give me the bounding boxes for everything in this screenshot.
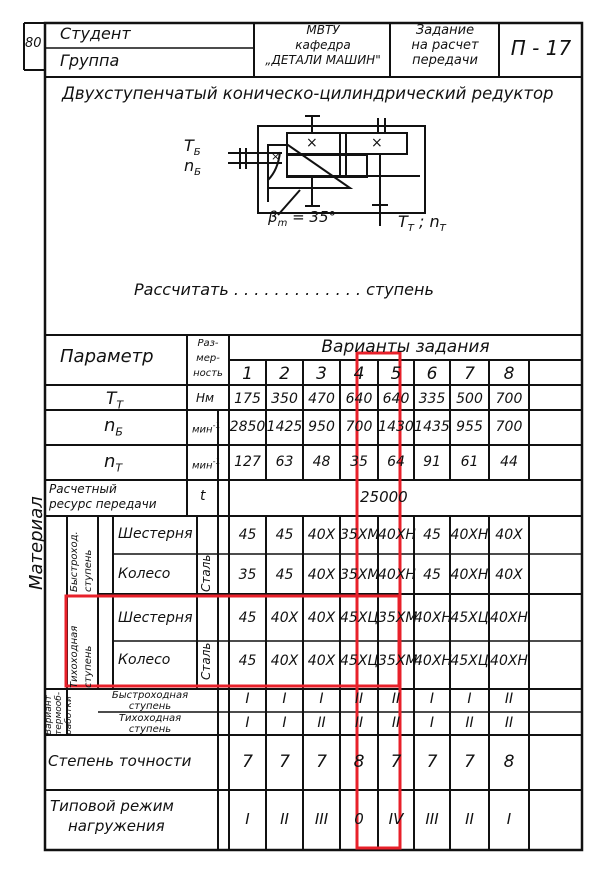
nt-value-1: 127 (234, 454, 261, 470)
unit-header-2: мер- (196, 353, 220, 364)
beta-label: $\beta_m = 35^\circ$ (268, 208, 337, 229)
heat-slow-value-2: I (282, 715, 287, 731)
slow-pinion-value-2: 40X (270, 610, 299, 626)
fast-wheel-value-4: 35XM (340, 567, 380, 583)
variant-number-6: 6 (426, 364, 438, 384)
heat-slow-value-5: II (391, 715, 401, 731)
variant-number-5: 5 (390, 364, 402, 384)
load-value-5: IV (388, 810, 404, 828)
param-header: Параметр (60, 346, 154, 367)
nb-value-5: 1430 (378, 419, 414, 435)
load-value-3: III (314, 810, 329, 828)
nt-value-3: 48 (312, 454, 331, 470)
fast-wheel-value-2: 45 (275, 567, 294, 583)
fast-wheel-value-6: 45 (423, 567, 441, 583)
nb-value-7: 955 (456, 419, 483, 435)
tt-value-7: 500 (456, 391, 483, 407)
variant-number-8: 8 (503, 364, 515, 384)
fast-wheel-value-1: 35 (238, 567, 257, 583)
slow-pinion-value-7: 45XЦ (450, 610, 489, 626)
heat-slow-value-1: I (245, 715, 250, 731)
variant-number-2: 2 (279, 364, 290, 384)
fast-pinion-value-3: 40X (307, 527, 336, 543)
student-label: Студент (60, 24, 131, 43)
resource-value: 25000 (360, 488, 408, 506)
fast-stage-label: Быстроход. ступень (69, 531, 94, 592)
nt-value-6: 91 (423, 454, 441, 470)
heat-fast-value-1: I (245, 691, 250, 707)
heat-slow-value-3: II (317, 715, 326, 731)
nt-value-8: 44 (500, 454, 518, 470)
nt-value-7: 61 (460, 454, 479, 470)
nt-value-5: 64 (387, 454, 405, 470)
heat-fast-value-6: I (429, 691, 435, 707)
resource-unit: t (200, 488, 206, 504)
resource-label-2: ресурс передачи (49, 497, 157, 511)
tt-label: $T_T$ (106, 389, 124, 412)
nt-label: $n_T$ (104, 451, 123, 475)
page-number: 80 (25, 36, 42, 51)
heat-fast-value-2: I (282, 691, 287, 707)
input-torque-label: $T_Б$ (184, 136, 201, 159)
unit-header-3: ность (193, 368, 223, 379)
nb-value-3: 950 (308, 419, 335, 435)
fast-pinion-value-1: 45 (238, 527, 257, 543)
nb-label: $n_Б$ (104, 415, 123, 439)
fast-wheel-value-7: 40XH (450, 567, 489, 583)
tt-value-2: 350 (271, 391, 298, 407)
load-label-2: нагружения (68, 817, 165, 835)
tt-unit: Нм (196, 391, 215, 405)
fast-wheel-label: Колесо (118, 566, 171, 582)
slow-pinion-label: Шестерня (118, 610, 193, 626)
department-label: кафедра (295, 38, 351, 52)
heat-slow-value-7: II (465, 715, 474, 731)
fast-pinion-value-7: 40XH (450, 527, 489, 543)
slow-pinion-value-1: 45 (238, 610, 257, 626)
fast-pinion-value-6: 45 (423, 527, 441, 543)
slow-pinion-value-3: 40X (307, 610, 336, 626)
heat-fast-value-5: II (391, 691, 401, 707)
nt-value-4: 35 (350, 454, 368, 470)
calc-line: Рассчитать . . . . . . . . . . . . . ступень (134, 280, 434, 299)
tt-value-6: 335 (418, 391, 446, 407)
tt-value-5: 640 (382, 391, 410, 407)
load-label-1: Типовой режим (50, 797, 174, 815)
task-line2: на расчет (411, 38, 479, 53)
accuracy-value-1: 7 (242, 752, 253, 772)
output-label: $T_T$ ; $n_T$ (398, 212, 446, 235)
fast-pinion-value-2: 45 (275, 527, 294, 543)
heat-fast-value-8: II (504, 691, 514, 707)
fast-pinion-value-8: 40X (495, 527, 523, 543)
cross-mark-2: × (371, 135, 383, 151)
variant-number-4: 4 (353, 364, 365, 384)
task-line3: передачи (412, 53, 478, 68)
accuracy-value-8: 8 (503, 752, 515, 772)
material-label: Материал (26, 496, 47, 590)
cross-mark-3: × (271, 150, 281, 163)
nb-value-2: 1425 (266, 419, 303, 435)
variant-number-1: 1 (242, 364, 253, 384)
slow-wheel-value-7: 45XЦ (450, 653, 489, 669)
department-name: „ДЕТАЛИ МАШИН" (265, 53, 381, 67)
slow-wheel-value-3: 40X (307, 653, 336, 669)
slow-pinion-value-8: 40XH (490, 610, 528, 626)
accuracy-label: Степень точности (48, 752, 192, 770)
variants-header: Варианты задания (321, 337, 490, 357)
slow-wheel-value-5: 35XM (378, 653, 418, 669)
fast-pinion-value-5: 40XH (378, 527, 416, 543)
accuracy-value-3: 7 (316, 752, 327, 772)
steel-label-slow: Сталь (199, 642, 213, 680)
resource-label-1: Расчетный (49, 482, 117, 496)
fast-wheel-value-3: 40X (307, 567, 336, 583)
load-value-8: I (506, 810, 512, 828)
fast-pinion-label: Шестерня (118, 526, 193, 542)
nb-value-1: 2850 (229, 419, 266, 435)
nt-unit: мин$^{-1}$ (192, 457, 221, 472)
fast-pinion-value-4: 35XM (340, 527, 380, 543)
slow-wheel-value-1: 45 (238, 653, 257, 669)
slow-wheel-label: Колесо (118, 652, 171, 668)
load-value-7: II (465, 810, 474, 828)
variant-number-3: 3 (316, 364, 327, 384)
accuracy-value-6: 7 (426, 752, 438, 772)
load-value-6: III (425, 810, 439, 828)
tt-value-4: 640 (345, 391, 373, 407)
slow-wheel-value-4: 45XЦ (340, 653, 379, 669)
slow-wheel-value-6: 40XH (414, 653, 452, 669)
task-code: П - 17 (510, 36, 572, 60)
nb-value-8: 700 (495, 419, 523, 435)
institute-name: МВТУ (306, 23, 340, 37)
accuracy-value-5: 7 (390, 752, 402, 772)
slow-wheel-value-2: 40X (270, 653, 299, 669)
load-value-4: 0 (354, 810, 364, 828)
heat-fast-label: Быстроходная ступень (111, 690, 189, 712)
document-title: Двухступенчатый коническо-цилиндрический редуктор (62, 84, 554, 103)
unit-header-1: Раз- (197, 338, 219, 349)
fast-wheel-value-8: 40X (495, 567, 523, 583)
heat-fast-value-7: I (467, 691, 472, 707)
heat-slow-value-4: II (354, 715, 364, 731)
tt-value-8: 700 (495, 391, 523, 407)
accuracy-value-4: 8 (353, 752, 365, 772)
steel-label-fast: Сталь (199, 554, 213, 592)
tt-value-1: 175 (234, 391, 261, 407)
heat-slow-value-6: I (429, 715, 435, 731)
heat-slow-label: Тихоходная ступень (118, 713, 182, 735)
slow-stage-label: Тихоходная ступень (69, 625, 94, 688)
tt-value-3: 470 (308, 391, 335, 407)
heat-treatment-label: Вариант термооб- работки (44, 691, 74, 735)
nb-unit: мин$^{-1}$ (192, 421, 221, 436)
slow-wheel-value-8: 40XH (490, 653, 528, 669)
input-speed-label: $n_Б$ (184, 156, 202, 179)
accuracy-value-2: 7 (279, 752, 290, 772)
slow-pinion-value-5: 35XM (378, 610, 418, 626)
slow-pinion-value-4: 45XЦ (340, 610, 379, 626)
nb-value-6: 1435 (414, 419, 450, 435)
heat-fast-value-3: I (319, 691, 324, 707)
slow-pinion-value-6: 40XH (414, 610, 452, 626)
load-value-2: II (280, 810, 289, 828)
fast-wheel-value-5: 40XH (378, 567, 416, 583)
variant-number-7: 7 (464, 364, 475, 384)
heat-slow-value-8: II (504, 715, 514, 731)
accuracy-value-7: 7 (464, 752, 475, 772)
group-label: Группа (60, 51, 120, 70)
heat-fast-value-4: II (354, 691, 364, 707)
load-value-1: I (245, 810, 250, 828)
nt-value-2: 63 (275, 454, 294, 470)
cross-mark-1: × (306, 135, 318, 151)
task-line1: Задание (415, 23, 475, 38)
nb-value-4: 700 (345, 419, 373, 435)
